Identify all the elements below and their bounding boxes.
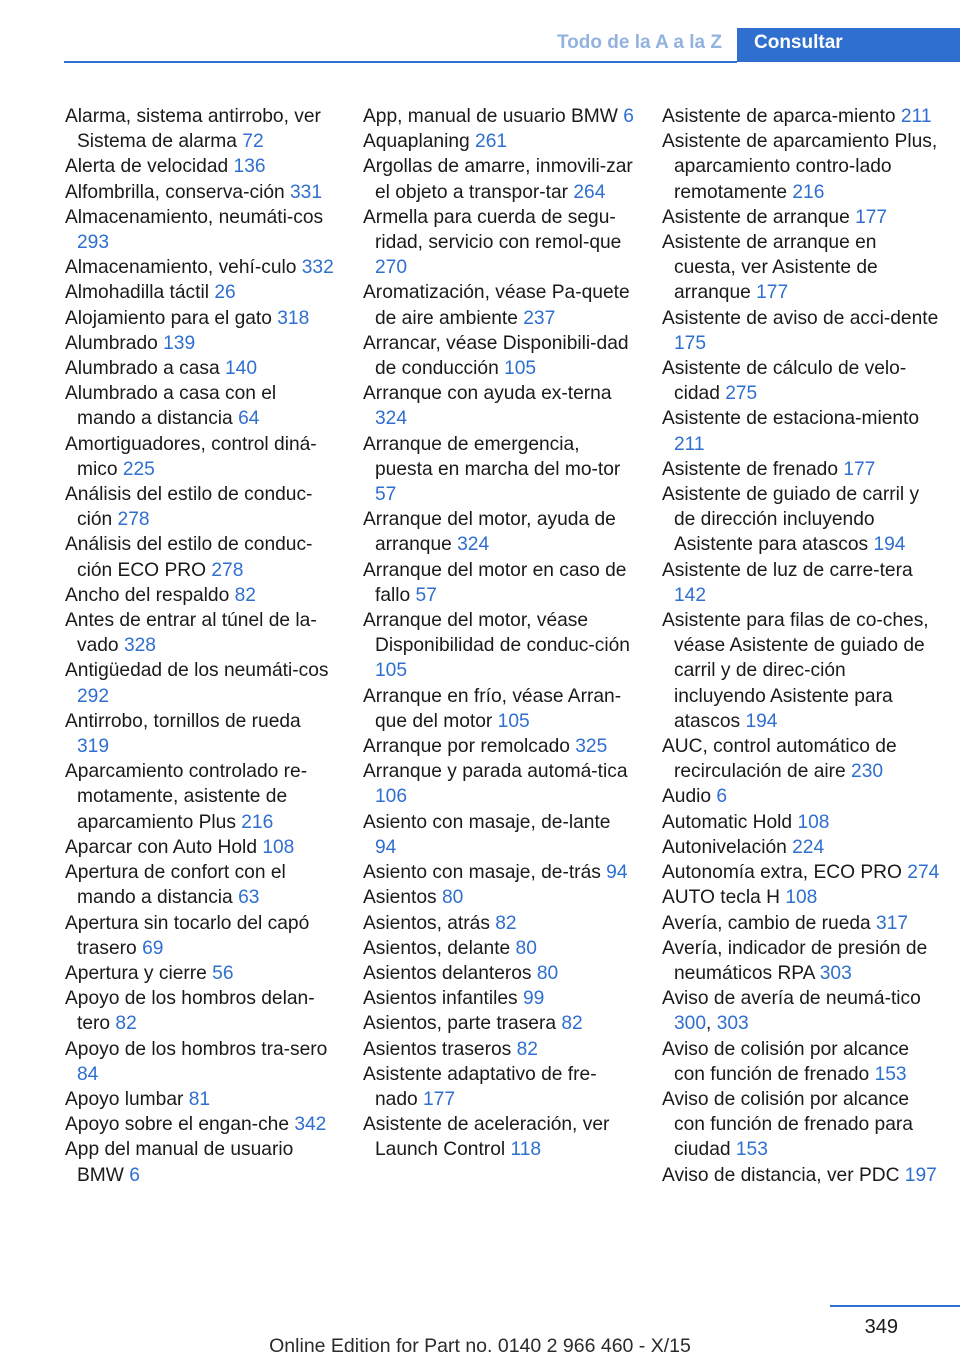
index-entry-text: Asistente de guiado de carril y de dirección incluyendo Asistente para atascos (662, 484, 920, 556)
page-reference-link[interactable]: 105 (504, 358, 537, 380)
page-reference-link[interactable]: 197 (904, 1164, 937, 1186)
index-entry-text: Asientos, parte trasera (363, 1013, 562, 1035)
index-entry (662, 457, 942, 482)
page-reference-link[interactable]: 82 (234, 584, 256, 606)
index-entry-text: Antes de entrar al túnel de la‐vado (65, 610, 317, 657)
index-entry-text: Arranque en frío, véase Arran‐que del motor (363, 685, 622, 732)
index-entry (363, 558, 637, 608)
page-reference-link[interactable]: 211 (900, 106, 932, 127)
page-reference-link[interactable]: 177 (756, 282, 789, 304)
page-reference-link[interactable]: 26 (214, 282, 236, 304)
index-entry (65, 356, 337, 381)
index-entry-text: Asistente de aparca‐miento (662, 106, 901, 127)
page-reference-link[interactable]: 108 (797, 811, 830, 833)
page-reference-link[interactable]: 300 (674, 1013, 707, 1035)
index-entry (363, 810, 637, 860)
page-reference-link[interactable]: 153 (874, 1063, 907, 1085)
index-entry (363, 961, 637, 986)
index-entry (65, 860, 337, 910)
index-entry-text: Aviso de avería de neumá‐tico (662, 988, 921, 1010)
index-entry-text: Arranque del motor en caso de fallo (363, 559, 627, 606)
page-reference-link[interactable]: 84 (77, 1063, 99, 1085)
index-entry (65, 1037, 337, 1087)
index-entry-text: Apoyo de los hombros delan‐tero (65, 988, 315, 1035)
index-entry-text: Automatic Hold (662, 811, 798, 833)
section-title: Todo de la A a la Z (556, 32, 722, 53)
index-entry (662, 936, 942, 986)
index-entry (65, 1087, 337, 1112)
index-entry-text: Autonivelación (662, 836, 793, 858)
index-column-2 (363, 104, 637, 1163)
page-reference-link[interactable]: 324 (375, 408, 408, 430)
index-entry-text: Alfombrilla, conserva‐ción (65, 181, 291, 203)
index-entry-text: Antigüedad de los neumáti‐cos (65, 660, 329, 682)
index-entry-text: Amortiguadores, control diná‐mico (65, 433, 317, 480)
page-reference-link[interactable]: 278 (211, 559, 244, 581)
page-reference-link[interactable]: 237 (523, 307, 556, 329)
index-entry-text: Aquaplaning (363, 131, 476, 153)
page-reference-link[interactable]: 303 (819, 962, 852, 984)
index-entry (65, 154, 337, 179)
index-entry-text: AUC, control automático de recirculación de aire (662, 736, 897, 783)
index-entry-text: Alarma, sistema antirrobo, ver Sistema de alarma (65, 106, 321, 153)
page-reference-link[interactable]: 94 (375, 836, 397, 858)
index-entry (363, 986, 637, 1011)
page-reference-link[interactable]: 328 (123, 635, 156, 657)
index-entry-text: Arranque y parada automá‐tica (363, 761, 628, 783)
page-reference-link[interactable]: 82 (561, 1013, 583, 1035)
index-entry-text: Aromatización, véase Pa‐quete de aire ambiente (363, 282, 630, 329)
index-entry (65, 381, 337, 431)
page-reference-link[interactable]: 153 (735, 1139, 768, 1161)
index-column-3 (662, 104, 942, 1188)
index-entry (662, 558, 942, 608)
index-entry (65, 205, 337, 255)
index-entry (662, 860, 942, 885)
index-entry (662, 406, 942, 456)
page-reference-link[interactable]: 216 (241, 811, 274, 833)
index-entry (662, 230, 942, 306)
page-reference-link[interactable]: 177 (423, 1088, 456, 1110)
index-entry (363, 684, 637, 734)
index-entry (65, 1137, 337, 1187)
index-entry-text: Apoyo de los hombros tra‐sero (65, 1038, 328, 1060)
page-reference-link[interactable]: 325 (575, 736, 608, 758)
index-entry-text: App del manual de usuario BMW (65, 1139, 294, 1186)
edition-footer: Online Edition for Part no. 0140 2 966 460 - X/15 (269, 1335, 691, 1357)
index-entry (363, 331, 637, 381)
page-reference-link[interactable]: 225 (122, 458, 155, 480)
page-reference-link[interactable]: 82 (495, 912, 517, 934)
index-entry (65, 532, 337, 582)
page-reference-link[interactable]: 264 (573, 181, 606, 203)
index-entry-text: Apertura de confort con el mando a distancia (65, 862, 286, 909)
index-entry-text: Apertura sin tocarlo del capó trasero (65, 912, 310, 959)
index-entry-text: Asistente adaptativo de fre‐nado (363, 1063, 597, 1110)
page-reference-link[interactable]: 342 (294, 1114, 327, 1136)
page-reference-link[interactable]: 6 (129, 1164, 140, 1186)
index-entry-text: Asistente de frenado (662, 458, 844, 480)
page-reference-link[interactable]: 6 (716, 786, 728, 808)
page-reference-link[interactable]: 140 (224, 358, 257, 380)
index-entry-text: Arranque del motor, véase Disponibilidad de conduc‐ción (363, 610, 630, 657)
index-entry-text: Almohadilla táctil (65, 282, 215, 304)
index-entry (662, 835, 942, 860)
index-entry (65, 306, 337, 331)
footer-rule (830, 1305, 960, 1307)
page-reference-link[interactable]: 136 (233, 156, 266, 178)
index-entry (65, 961, 337, 986)
page-reference-link[interactable]: 324 (457, 534, 490, 556)
index-entry-text: AUTO tecla H (662, 887, 786, 909)
index-entry-text: Análisis del estilo de conduc‐ción ECO PRO (65, 534, 313, 581)
page-reference-link[interactable]: 106 (375, 786, 408, 808)
index-entry-text: Armella para cuerda de segu‐ridad, servicio con remol‐que (363, 206, 622, 254)
index-entry (65, 331, 337, 356)
page-reference-link[interactable]: 80 (441, 887, 464, 909)
page-reference-link[interactable]: 177 (843, 458, 876, 480)
index-entry-text: Asientos, atrás (363, 912, 496, 934)
index-entry-text: Antirrobo, tornillos de rueda (65, 710, 301, 732)
index-entry (662, 885, 942, 910)
page-reference-link[interactable]: 64 (238, 408, 260, 430)
page-reference-link[interactable]: 63 (238, 887, 260, 909)
index-entry-text: Alerta de velocidad (65, 156, 234, 178)
page-reference-link[interactable]: 319 (77, 736, 110, 758)
page-reference-link[interactable]: 230 (851, 761, 884, 783)
index-entry-text: Ancho del respaldo (65, 584, 235, 606)
index-column-1 (65, 104, 337, 1188)
index-entry-text: Asistente de arranque (662, 206, 856, 228)
index-entry-text: Asistente de arranque en cuesta, ver Asistente de arranque (662, 232, 878, 304)
index-entry-text: Asistente para filas de co‐ches, véase Asistente de guiado de carril y de direc‐ción incluyendo Asistente para atascos (662, 610, 929, 732)
page-reference-link[interactable]: 72 (242, 131, 264, 153)
page-reference-link[interactable]: 270 (375, 257, 408, 279)
page-reference-link[interactable]: 69 (142, 937, 164, 959)
index-entry-text: Asistente de aceleración, ver Launch Control (363, 1114, 610, 1161)
index-entry (662, 1163, 942, 1188)
page-reference-link[interactable]: 142 (674, 584, 707, 606)
index-entry (662, 104, 942, 129)
index-entry-text: Asientos (363, 887, 442, 909)
index-entry (363, 432, 637, 508)
index-entry (363, 1062, 637, 1112)
index-entry (662, 911, 942, 936)
index-entry-text: Asientos traseros (363, 1038, 517, 1060)
page-reference-link[interactable]: 108 (262, 836, 295, 858)
page-reference-link[interactable]: 57 (375, 484, 397, 506)
index-entry (363, 885, 637, 910)
index-entry (363, 734, 637, 759)
index-entry (65, 986, 337, 1036)
page-reference-link[interactable]: 293 (77, 232, 110, 254)
page-reference-link[interactable]: 177 (855, 206, 888, 228)
index-entry (363, 104, 637, 129)
index-entry-text: Alumbrado a casa (65, 358, 225, 380)
page-reference-link[interactable]: 278 (117, 509, 150, 531)
index-entry-text: Asistente de cálculo de velo‐cidad (662, 358, 907, 405)
index-entry (65, 280, 337, 305)
index-entry (363, 280, 637, 330)
index-entry (65, 104, 337, 154)
index-entry-text: Análisis del estilo de conduc‐ción (65, 484, 313, 531)
index-entry-text: Aviso de distancia, ver PDC (662, 1164, 905, 1186)
page-reference-link[interactable]: 57 (415, 584, 437, 606)
page-number: 349 (864, 1316, 898, 1338)
index-entry (662, 1037, 942, 1087)
index-entry (363, 381, 637, 431)
page-reference-link[interactable]: 81 (188, 1088, 211, 1110)
index-entry (662, 810, 942, 835)
page-reference-link[interactable]: 224 (792, 836, 825, 858)
page-header (0, 28, 960, 62)
index-entry (662, 608, 942, 734)
index-entry-text: Asistente de aparcamiento Plus, aparcamiento contro‐lado remotamente (662, 131, 938, 203)
page-reference-link[interactable]: 105 (497, 710, 530, 732)
index-entry-text: Asistente de estaciona‐miento (662, 408, 920, 430)
page-reference-link[interactable]: 194 (873, 534, 906, 556)
index-entry-text: Audio (662, 786, 717, 808)
index-entry-text: Almacenamiento, neumáti‐cos (65, 206, 324, 228)
page-reference-link[interactable]: 331 (290, 181, 323, 203)
chapter-tab: Consultar (737, 28, 960, 62)
page-reference-link[interactable]: 108 (785, 887, 818, 909)
index-entry (65, 759, 337, 835)
page-reference-link[interactable]: 139 (163, 332, 196, 354)
index-entry (65, 482, 337, 532)
index-entry-text: Arranque de emergencia, puesta en marcha del mo‐tor (363, 433, 621, 480)
page-reference-link[interactable]: 175 (674, 332, 707, 354)
index-entry (65, 608, 337, 658)
page-reference-link[interactable]: 105 (375, 660, 408, 682)
header-rule (64, 61, 737, 63)
index-entry (662, 205, 942, 230)
index-entry (662, 784, 942, 809)
page-reference-link[interactable]: 82 (516, 1038, 538, 1060)
page-reference-link[interactable]: 261 (475, 131, 508, 153)
index-entry-text: Alumbrado (65, 332, 164, 354)
index-entry (363, 1011, 637, 1036)
page-ref-separator: , (706, 1013, 717, 1035)
index-entry (363, 911, 637, 936)
index-entry (363, 1037, 637, 1062)
index-entry (65, 180, 337, 205)
index-entry-text: Asiento con masaje, de‐lante (363, 811, 611, 833)
index-entry-text: Arrancar, véase Disponibili‐dad de conducción (363, 332, 629, 380)
index-entry (363, 608, 637, 684)
index-entry-text: App, manual de usuario BMW (363, 106, 624, 127)
index-entry (65, 911, 337, 961)
page-reference-link[interactable]: 118 (510, 1139, 542, 1161)
index-entry (662, 129, 942, 205)
index-entry (662, 306, 942, 356)
index-entry (662, 356, 942, 406)
index-entry (363, 205, 637, 281)
index-entry-text: Apertura y cierre (65, 962, 213, 984)
index-entry-text: Arranque del motor, ayuda de arranque (363, 509, 616, 556)
page-reference-link[interactable]: 80 (515, 937, 537, 959)
page-reference-link[interactable]: 6 (623, 106, 634, 127)
index-entry-text: Asiento con masaje, de‐trás (363, 862, 607, 884)
index-entry-text: Almacenamiento, vehí‐culo (65, 257, 302, 279)
index-entry-text: Avería, indicador de presión de neumáticos RPA (662, 937, 928, 984)
index-entry (363, 860, 637, 885)
page-reference-link[interactable]: 94 (606, 862, 628, 884)
index-entry (662, 986, 942, 1036)
index-entry-text: Aparcamiento controlado re‐motamente, asistente de aparcamiento Plus (65, 761, 308, 833)
page-reference-link[interactable]: 211 (674, 433, 705, 455)
index-entry-text: Arranque por remolcado (363, 736, 576, 758)
index-entry-text: Asientos, delante (363, 937, 516, 959)
index-entry (65, 1112, 337, 1137)
index-entry (662, 482, 942, 558)
index-entry-text: Aparcar con Auto Hold (65, 836, 263, 858)
page-reference-link[interactable]: 80 (536, 962, 559, 984)
index-entry-text: Arranque con ayuda ex‐terna (363, 383, 612, 405)
index-entry-text: Avería, cambio de rueda (662, 912, 877, 934)
page-reference-link[interactable]: 317 (876, 912, 909, 934)
page-reference-link[interactable]: 56 (212, 962, 234, 984)
index-entry-text: Asistente de aviso de acci‐dente (662, 307, 939, 329)
page-reference-link[interactable]: 99 (522, 988, 545, 1010)
index-entry (65, 709, 337, 759)
index-entry-text: Autonomía extra, ECO PRO (662, 862, 908, 884)
index-entry-text: Asientos delanteros (363, 962, 537, 984)
index-entry (65, 432, 337, 482)
index-entry-text: Aviso de colisión por alcance con función de frenado para ciudad (662, 1088, 913, 1161)
page-reference-link[interactable]: 274 (907, 862, 940, 884)
page-reference-link[interactable]: 216 (792, 181, 825, 203)
index-entry (363, 154, 637, 204)
page-reference-link[interactable]: 82 (115, 1013, 137, 1035)
index-entry (65, 255, 337, 280)
index-entry (65, 835, 337, 860)
page-reference-link[interactable]: 318 (277, 307, 310, 329)
page-reference-link[interactable]: 332 (301, 257, 334, 279)
index-entry (65, 658, 337, 708)
page-reference-link[interactable]: 194 (745, 710, 778, 732)
index-entry-text: Apoyo lumbar (65, 1088, 189, 1110)
index-entry (363, 507, 637, 557)
index-entry (363, 759, 637, 809)
index-entry (662, 734, 942, 784)
index-entry (363, 1112, 637, 1162)
index-entry-text: Asientos infantiles (363, 988, 523, 1010)
index-entry-text: Argollas de amarre, inmovili‐zar el objeto a transpor‐tar (363, 156, 633, 203)
index-entry (363, 936, 637, 961)
index-entry-text: Alojamiento para el gato (65, 307, 278, 329)
page-reference-link[interactable]: 275 (725, 383, 758, 405)
index-entry-text: Alumbrado a casa con el mando a distancia (65, 383, 277, 430)
page-reference-link[interactable]: 292 (77, 685, 110, 707)
page-reference-link[interactable]: 303 (716, 1013, 749, 1035)
index-entry-text: Apoyo sobre el engan‐che (65, 1114, 295, 1136)
index-entry-text: Asistente de luz de carre‐tera (662, 559, 913, 581)
index-entry (363, 129, 637, 154)
index-entry (65, 583, 337, 608)
index-entry (662, 1087, 942, 1163)
index-entry-text: Aviso de colisión por alcance con función de frenado (662, 1038, 910, 1085)
